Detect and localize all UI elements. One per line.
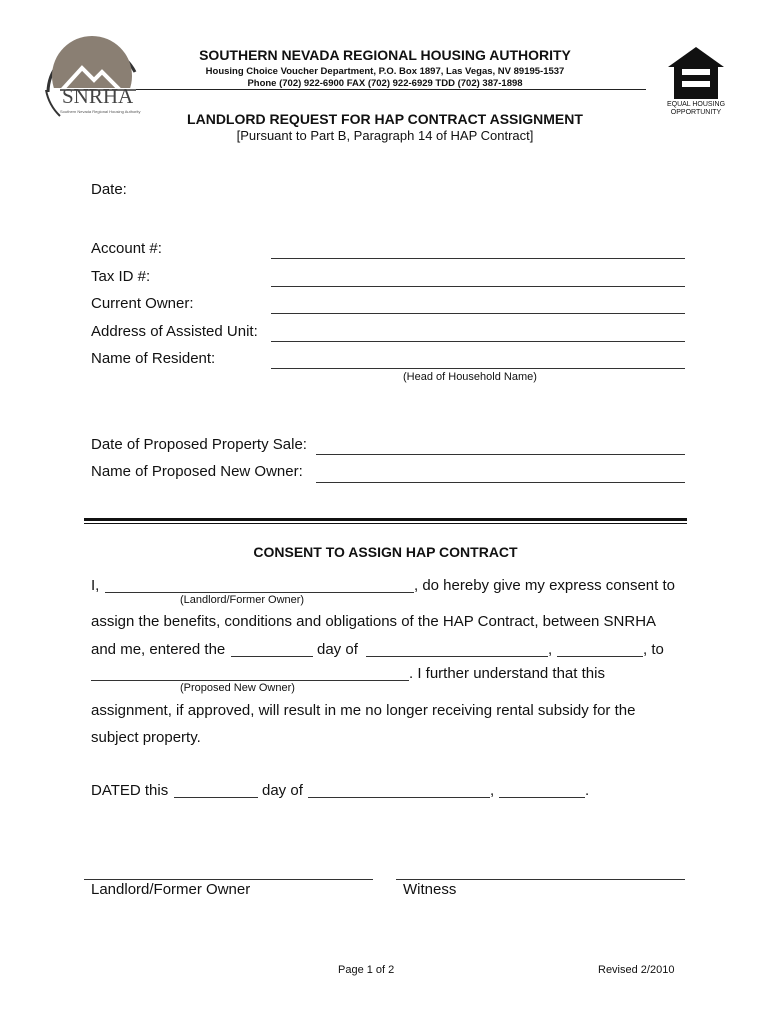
dated-month-field[interactable] [308,797,490,798]
tax-id-field[interactable] [271,286,685,287]
dated-day-field[interactable] [174,797,258,798]
dated-year-field[interactable] [499,797,585,798]
resident-name-hint: (Head of Household Name) [403,371,537,383]
form-title: LANDLORD REQUEST FOR HAP CONTRACT ASSIGNMENT [187,111,583,127]
sale-date-field[interactable] [316,454,685,455]
consent-heading: CONSENT TO ASSIGN HAP CONTRACT [253,544,518,560]
entered-month-field[interactable] [366,656,548,657]
address-unit-field[interactable] [271,341,685,342]
consent-line5: assignment, if approved, will result in me no longer receiving rental subsidy for the [91,702,636,719]
landlord-signature-label: Landlord/Former Owner [91,881,251,898]
logo-subtext: Southern Nevada Regional Housing Authority [60,109,141,114]
form-subtitle: [Pursuant to Part B, Paragraph 14 of HAP Contract] [236,128,534,143]
equal-housing-icon [666,45,726,117]
witness-signature-field[interactable] [396,879,685,880]
page-number: Page 1 of 2 [338,964,395,976]
sale-date-label: Date of Proposed Property Sale: [91,436,307,453]
revision-date: Revised 2/2010 [598,964,675,976]
org-address: Housing Choice Voucher Department, P.O. Box 1897, Las Vegas, NV 89195-1537 [205,66,565,77]
address-unit-label: Address of Assisted Unit: [91,323,258,340]
snrha-logo [40,32,140,122]
resident-name-label: Name of Resident: [91,350,216,367]
dated-comma: , [490,782,495,799]
account-field[interactable] [271,258,685,259]
landlord-name-field[interactable] [105,592,414,593]
consent-line2: assign the benefits, conditions and obligations of the HAP Contract, between SNRHA [91,613,657,630]
section-divider [84,518,687,521]
current-owner-field[interactable] [271,313,685,314]
new-owner-consent-field[interactable] [91,680,409,681]
org-name: SOUTHERN NEVADA REGIONAL HOUSING AUTHORITY [199,47,571,63]
landlord-signature-field[interactable] [84,879,373,880]
consent-line1-start: I, [91,577,100,594]
consent-line4-end: . I further understand that this [409,665,605,682]
dated-label: DATED this [91,782,169,799]
resident-name-field[interactable] [271,368,685,369]
account-label: Account #: [91,240,162,257]
org-phones: Phone (702) 922-6900 FAX (702) 922-6929 TDD (702) 387-1898 [247,78,523,89]
header-rule [136,89,646,90]
consent-line6: subject property. [91,729,201,746]
date-label: Date: [91,181,127,198]
landlord-name-hint: (Landlord/Former Owner) [180,594,305,606]
new-owner-consent-hint: (Proposed New Owner) [180,682,295,694]
dated-period: . [585,782,590,799]
current-owner-label: Current Owner: [91,295,194,312]
dated-day-of: day of [262,782,303,799]
tax-id-label: Tax ID #: [91,268,151,285]
new-owner-field[interactable] [316,482,685,483]
witness-signature-label: Witness [403,881,457,898]
entered-day-field[interactable] [231,656,313,657]
new-owner-label: Name of Proposed New Owner: [91,463,303,480]
consent-line3-c: , [548,641,553,658]
section-divider-thin [84,523,687,524]
logo-text: SNRHA [62,84,134,108]
eho-text-2: OPPORTUNITY [670,109,722,116]
consent-line1-end: , do hereby give my express consent to [414,577,675,594]
consent-line3-d: , to [643,641,664,658]
consent-line3-b: day of [317,641,358,658]
entered-year-field[interactable] [557,656,643,657]
eho-text-1: EQUAL HOUSING [666,101,726,108]
consent-line3-a: and me, entered the [91,641,226,658]
